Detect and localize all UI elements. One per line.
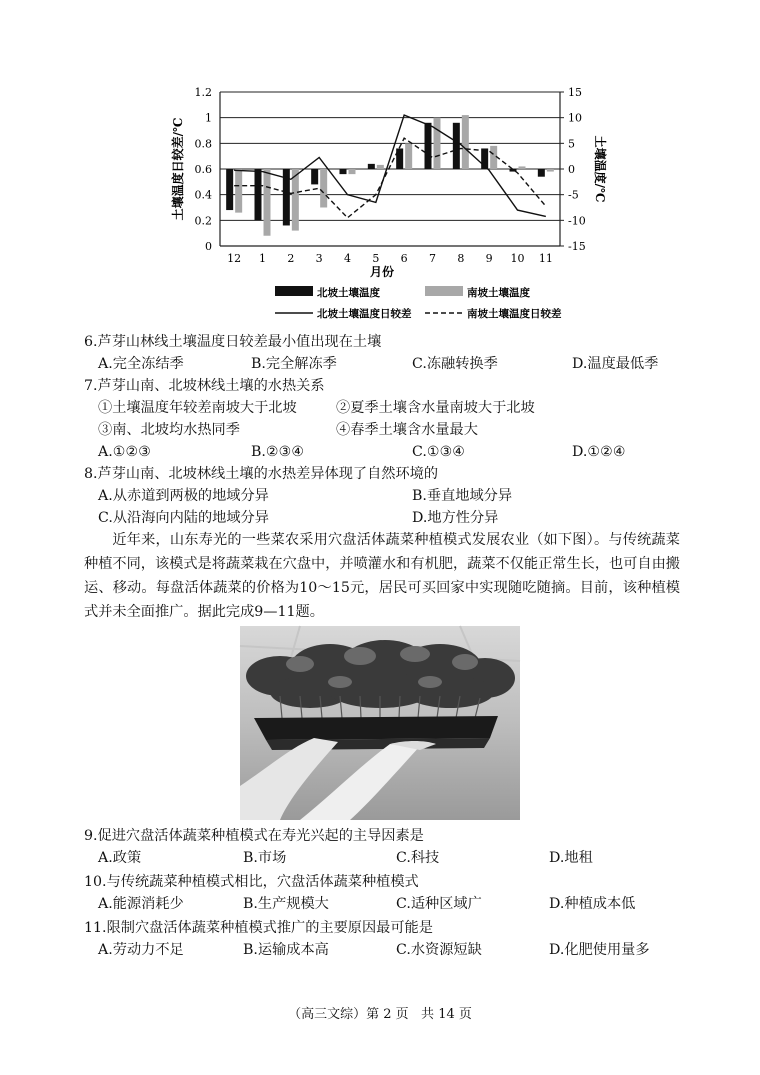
- x-tick-label: 5: [372, 252, 380, 265]
- bar-north-slope: [538, 169, 545, 177]
- q11-option-b[interactable]: B.运输成本高: [243, 942, 329, 958]
- question-10-stem: 10.与传统蔬菜种植模式相比，穴盘活体蔬菜种植模式: [84, 874, 419, 890]
- x-tick-label: 4: [344, 252, 351, 265]
- x-tick-label: 7: [429, 252, 436, 265]
- q7-option-b[interactable]: B.②③④: [251, 444, 305, 460]
- q9-option-d[interactable]: D.地租: [549, 850, 593, 866]
- bar-north-slope: [340, 169, 347, 174]
- x-tick-label: 8: [457, 252, 465, 265]
- bar-north-slope: [226, 169, 233, 210]
- question-11-stem: 11.限制穴盘活体蔬菜种植模式推广的主要原因最可能是: [84, 920, 433, 936]
- q10-option-c[interactable]: C.适种区域广: [396, 896, 482, 912]
- q8-option-d[interactable]: D.地方性分异: [412, 510, 499, 526]
- y-right-tick-label: 5: [568, 137, 575, 151]
- legend-swatch-south-bar: [425, 286, 463, 296]
- bar-south-slope: [264, 169, 271, 236]
- page-footer: （高三文综）第 2 页 共 14 页: [288, 1007, 472, 1022]
- bar-north-slope: [255, 169, 262, 220]
- bar-south-slope: [519, 166, 526, 169]
- y-left-tick-label: 0: [205, 240, 212, 253]
- q6-option-a[interactable]: A.完全冻结季: [98, 356, 184, 372]
- q11-option-d[interactable]: D.化肥使用量多: [549, 942, 650, 958]
- y-left-tick-label: 0.8: [194, 137, 212, 151]
- bar-north-slope: [425, 123, 432, 169]
- y-left-axis-label: 土壤温度日较差/℃: [171, 117, 185, 221]
- q11-option-a[interactable]: A.劳动力不足: [98, 942, 184, 958]
- y-right-tick-label: -15: [568, 240, 586, 253]
- line-south-diurnal-range: [234, 138, 546, 218]
- passage-text: 近年来，山东寿光的一些菜农采用穴盘活体蔬菜种植模式发展农业（如下图）。与传统蔬菜种植不同，该模式是将蔬菜栽在穴盘中，并喷灌水和有机肥，蔬菜不仅能正常生长，也可自由搬运、移动。每盘活体蔬菜的价格为10～15元，居民可买回家中实现随吃随摘。目前，该种植模式并未全面推广。据此完成9—11题。: [84, 532, 680, 620]
- q8-option-b[interactable]: B.垂直地域分异: [412, 488, 513, 504]
- q9-option-a[interactable]: A.政策: [98, 850, 142, 866]
- x-tick-label: 10: [510, 252, 525, 265]
- y-right-tick-label: 10: [568, 111, 582, 125]
- legend-label-south-bar: 南坡土壤温度: [467, 287, 530, 299]
- q8-option-c[interactable]: C.从沿海向内陆的地域分异: [98, 510, 269, 526]
- q9-option-c[interactable]: C.科技: [396, 850, 440, 866]
- seedling-tray-photo: [240, 626, 520, 820]
- question-7-stem: 7.芦芽山南、北坡林线土壤的水热关系: [84, 378, 325, 394]
- y-left-tick-label: 0.4: [194, 188, 212, 202]
- x-tick-label: 2: [287, 252, 295, 265]
- q7-option-d[interactable]: D.①②④: [572, 444, 626, 460]
- q7-statement-4: ④春季土壤含水量最大: [336, 422, 478, 438]
- y-right-axis-label: 土壤温度/℃: [593, 135, 607, 203]
- bar-south-slope: [434, 118, 441, 169]
- x-tick-label: 6: [400, 252, 408, 265]
- legend-label-south-line: 南坡土壤温度日较差: [467, 308, 562, 320]
- q6-option-c[interactable]: C.冻融转换季: [412, 356, 498, 372]
- q7-statement-2: ②夏季土壤含水量南坡大于北坡: [336, 400, 535, 416]
- bar-south-slope: [349, 169, 356, 174]
- q10-option-d[interactable]: D.种植成本低: [549, 896, 636, 912]
- bar-south-slope: [320, 169, 327, 208]
- x-tick-label: 3: [315, 252, 323, 265]
- bar-south-slope: [405, 143, 412, 169]
- q10-option-b[interactable]: B.生产规模大: [243, 896, 329, 912]
- bar-north-slope: [311, 169, 318, 184]
- q11-option-c[interactable]: C.水资源短缺: [396, 942, 482, 958]
- legend-label-north-bar: 北坡土壤温度: [317, 287, 380, 299]
- legend-swatch-north-bar: [275, 286, 313, 296]
- passage: [84, 528, 680, 624]
- x-axis-label: 月份: [369, 265, 395, 279]
- q6-option-b[interactable]: B.完全解冻季: [251, 356, 337, 372]
- x-tick-label: 9: [485, 252, 493, 265]
- bar-south-slope: [547, 169, 554, 172]
- x-tick-label: 1: [259, 252, 266, 265]
- bar-south-slope: [490, 146, 497, 169]
- bar-south-slope: [235, 169, 242, 213]
- x-tick-label: 12: [227, 252, 242, 265]
- y-left-tick-label: 1: [205, 111, 212, 125]
- y-right-tick-label: -5: [568, 188, 579, 202]
- question-9-stem: 9.促进穴盘活体蔬菜种植模式在寿光兴起的主导因素是: [84, 828, 424, 844]
- x-tick-label: 11: [538, 252, 553, 265]
- question-6-stem: 6.芦芽山林线土壤温度日较差最小值出现在土壤: [84, 334, 382, 350]
- q9-option-b[interactable]: B.市场: [243, 850, 287, 866]
- q7-option-c[interactable]: C.①③④: [412, 444, 466, 460]
- y-right-tick-label: 15: [568, 86, 582, 99]
- question-8-stem: 8.芦芽山南、北坡林线土壤的水热差异体现了自然环境的: [84, 466, 439, 482]
- q7-statement-1: ①土壤温度年较差南坡大于北坡: [98, 400, 297, 416]
- y-left-tick-label: 0.6: [194, 163, 212, 176]
- q7-option-a[interactable]: A.①②③: [98, 444, 151, 460]
- legend-label-north-line: 北坡土壤温度日较差: [317, 308, 412, 320]
- seedling-tray-icon: [240, 626, 520, 820]
- bar-north-slope: [453, 123, 460, 169]
- y-right-tick-label: 0: [568, 163, 575, 176]
- y-left-tick-label: 1.2: [194, 86, 212, 99]
- bar-south-slope: [377, 165, 384, 169]
- bar-north-slope: [368, 164, 375, 169]
- soil-temperature-chart: [160, 84, 607, 329]
- q10-option-a[interactable]: A.能源消耗少: [98, 896, 184, 912]
- y-right-tick-label: -10: [568, 214, 586, 228]
- bar-south-slope: [462, 115, 469, 169]
- q8-option-a[interactable]: A.从赤道到两极的地域分异: [98, 488, 269, 504]
- q7-statement-3: ③南、北坡均水热同季: [98, 422, 240, 438]
- q6-option-d[interactable]: D.温度最低季: [572, 356, 659, 372]
- y-left-tick-label: 0.2: [194, 214, 212, 228]
